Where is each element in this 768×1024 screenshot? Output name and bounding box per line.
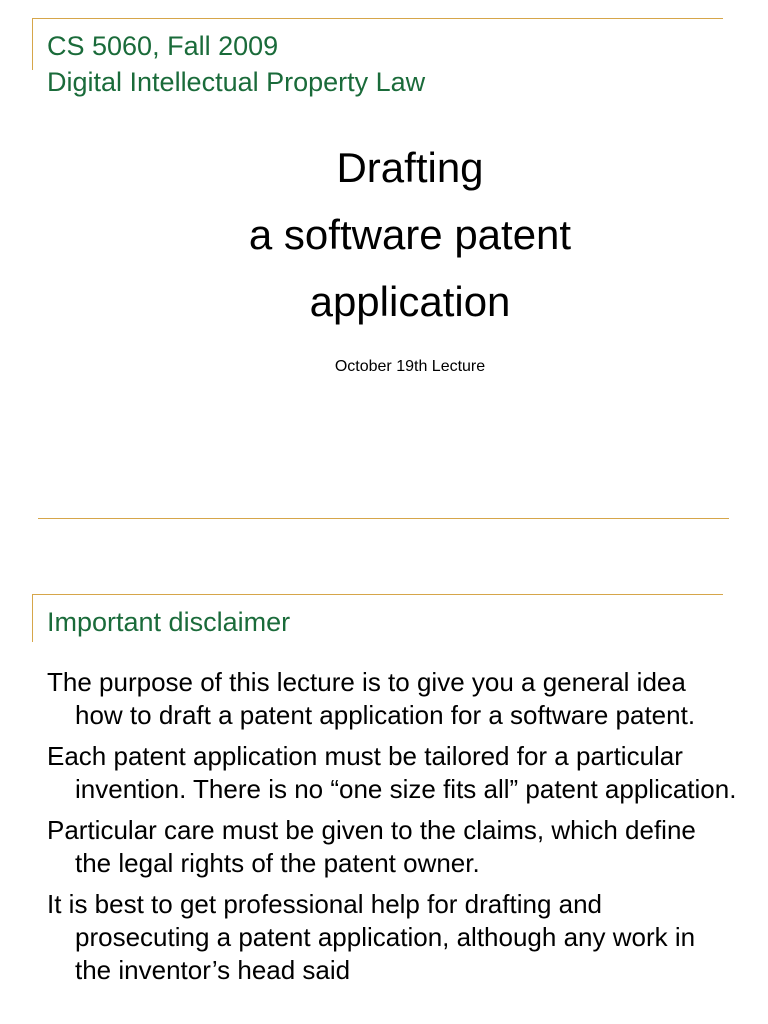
title-left-tick	[32, 18, 33, 70]
title-top-rule	[32, 594, 723, 595]
title-line-2: a software patent	[248, 211, 572, 258]
bottom-rule	[38, 518, 729, 519]
slide-heading: Important disclaimer	[47, 607, 291, 637]
course-number: CS 5060, Fall 2009	[47, 31, 279, 61]
list-item: The purpose of this lecture is to give you a general idea how to draft a patent application for a software patent.	[47, 667, 696, 730]
course-title: Digital Intellectual Property Law	[47, 67, 426, 97]
title-left-tick	[32, 594, 33, 642]
title-top-rule	[32, 18, 723, 19]
list-item: Each patent application must be tailored for a particular invention. There is no “one size fits all” patent application.	[47, 741, 737, 804]
list-item: Particular care must be given to the claims, which define the legal rights of the patent owner.	[47, 815, 696, 878]
title-line-3: application	[309, 278, 511, 325]
title-line-1: Drafting	[336, 144, 484, 191]
slide-2	[0, 580, 768, 1024]
list-item: It is best to get professional help for drafting and prosecuting a patent application, although any work in the inventor’s head said	[47, 889, 696, 985]
disclaimer-list	[47, 666, 737, 995]
lecture-date: October 19th Lecture	[334, 358, 486, 375]
